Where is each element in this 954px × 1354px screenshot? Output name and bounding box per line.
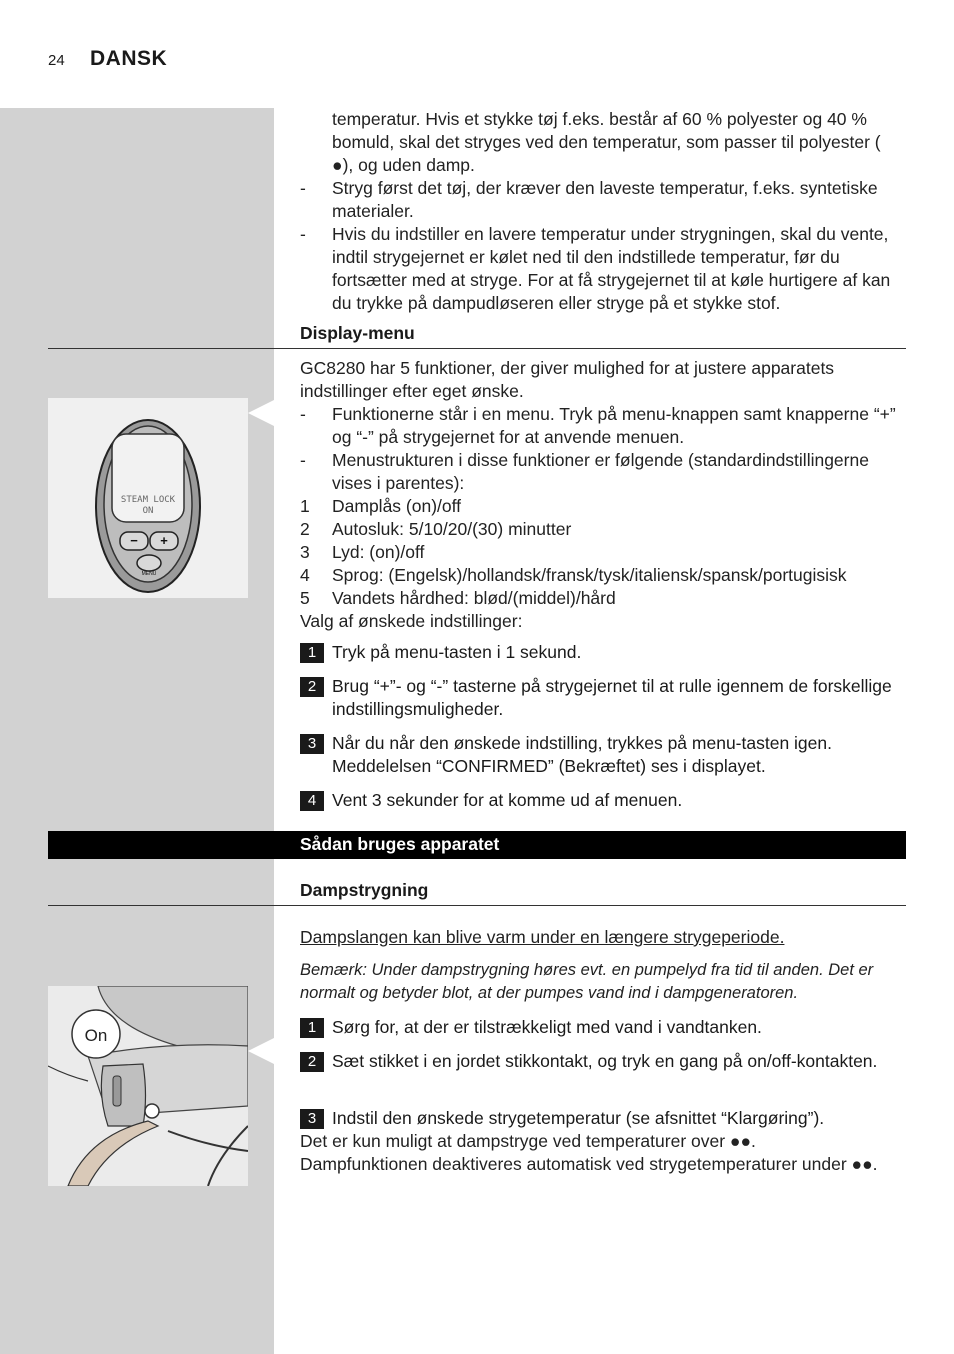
display-menu-bullet: - Menustrukturen i disse funktioner er følgende (standardindstillingerne vises i parentes): [300,450,869,493]
page-header [0,0,954,108]
on-switch-illustration [48,986,248,1186]
usage-step: 3 Indstil den ønskede strygetemperatur (se afsnittet “Klargøring”). [300,1107,906,1130]
display-menu-heading: Display-menu [300,323,415,343]
menu-step: 1 Tryk på menu-tasten i 1 sekund. [300,641,906,664]
display-menu-body [300,357,906,633]
language-title: DANSK [90,47,168,70]
menu-button-label: MENU [141,571,157,577]
usage-warning: Dampslangen kan blive varm under en længere strygeperiode. [300,927,785,947]
usage-step: 2 Sæt stikket i en jordet stikkontakt, og tryk en gang på on/off-kontakten. [300,1050,906,1073]
section-divider [48,348,906,349]
page-number: 24 [48,52,65,69]
function-item: 1 Damplås (on)/off [300,496,462,516]
display-text-line1: STEAM LOCK [120,495,176,505]
intro-bullet: - Stryg først det tøj, der kræver den laveste temperatur, f.eks. syntetiske materialer. [300,178,878,221]
minus-button-label: − [130,533,138,548]
plus-button-label: + [160,533,168,548]
usage-note: Bemærk: Under dampstrygning høres evt. en pumpelyd fra tid til anden. Det er normalt og betyder blot, at der pumpes vand ind i dampgeneratoren. [300,961,874,1002]
steam-ironing-heading: Dampstrygning [300,880,429,900]
on-label: On [84,1026,108,1045]
section-divider [48,905,906,906]
display-menu-intro: GC8280 har 5 funktioner, der giver mulighed for at justere apparatets indstillinger efter eget ønske. [300,358,835,401]
illustration-pointer [248,398,278,428]
selection-label: Valg af ønskede indstillinger: [300,611,523,631]
usage-step: 1 Sørg for, at der er tilstrækkeligt med vand i vandtanken. [300,1016,906,1039]
menu-step: 2 Brug “+”- og “-” tasterne på strygejernet til at rulle igennem de forskellige indstillingsmuligheder. [300,675,906,721]
display-text-line2: ON [142,506,154,516]
function-item: 3 Lyd: (on)/off [300,542,425,562]
menu-display-illustration [48,398,248,598]
function-item: 5 Vandets hårdhed: blød/(middel)/hård [300,588,616,608]
steam-temperature-note: Det er kun muligt at dampstryge ved temperaturer over ●●. Dampfunktionen deaktiveres automatisk ved strygetemperaturer under ●●. [300,1131,878,1174]
menu-step: 3 Når du når den ønskede indstilling, trykkes på menu-tasten igen. Meddelelsen “CONFIRMED” (Bekræftet) ses i displayet. [300,732,906,778]
usage-heading: Sådan bruges apparatet [300,834,500,854]
menu-step: 4 Vent 3 sekunder for at komme ud af menuen. [300,789,906,812]
intro-bullet: - Hvis du indstiller en lavere temperatur under strygningen, skal du vente, indtil strygejernet er kølet ned til den indstillede temperatur, før du fortsætter med at stryge. For at få strygejernet til at køle hurtigere af kan du trykke på dampudløseren eller stryge på et stykke stof. [300,224,891,313]
intro-section [300,108,906,315]
iron-display-drawing [48,398,248,598]
intro-continued-text: temperatur. Hvis et stykke tøj f.eks. består af 60 % polyester og 40 % bomuld, skal det stryges ved den temperatur, som passer til polyester ( ●), og uden damp. [332,109,881,175]
illustration-pointer [248,1036,278,1066]
function-item: 4 Sprog: (Engelsk)/hollandsk/fransk/tysk/italiensk/spansk/portugisisk [300,565,847,585]
usage-section-bar [48,831,906,859]
iron-base-drawing [48,986,248,1186]
function-item: 2 Autosluk: 5/10/20/(30) minutter [300,519,572,539]
display-menu-bullet: - Funktionerne står i en menu. Tryk på menu-knappen samt knapperne “+” og “-” på strygejernet for at anvende menuen. [300,404,896,447]
